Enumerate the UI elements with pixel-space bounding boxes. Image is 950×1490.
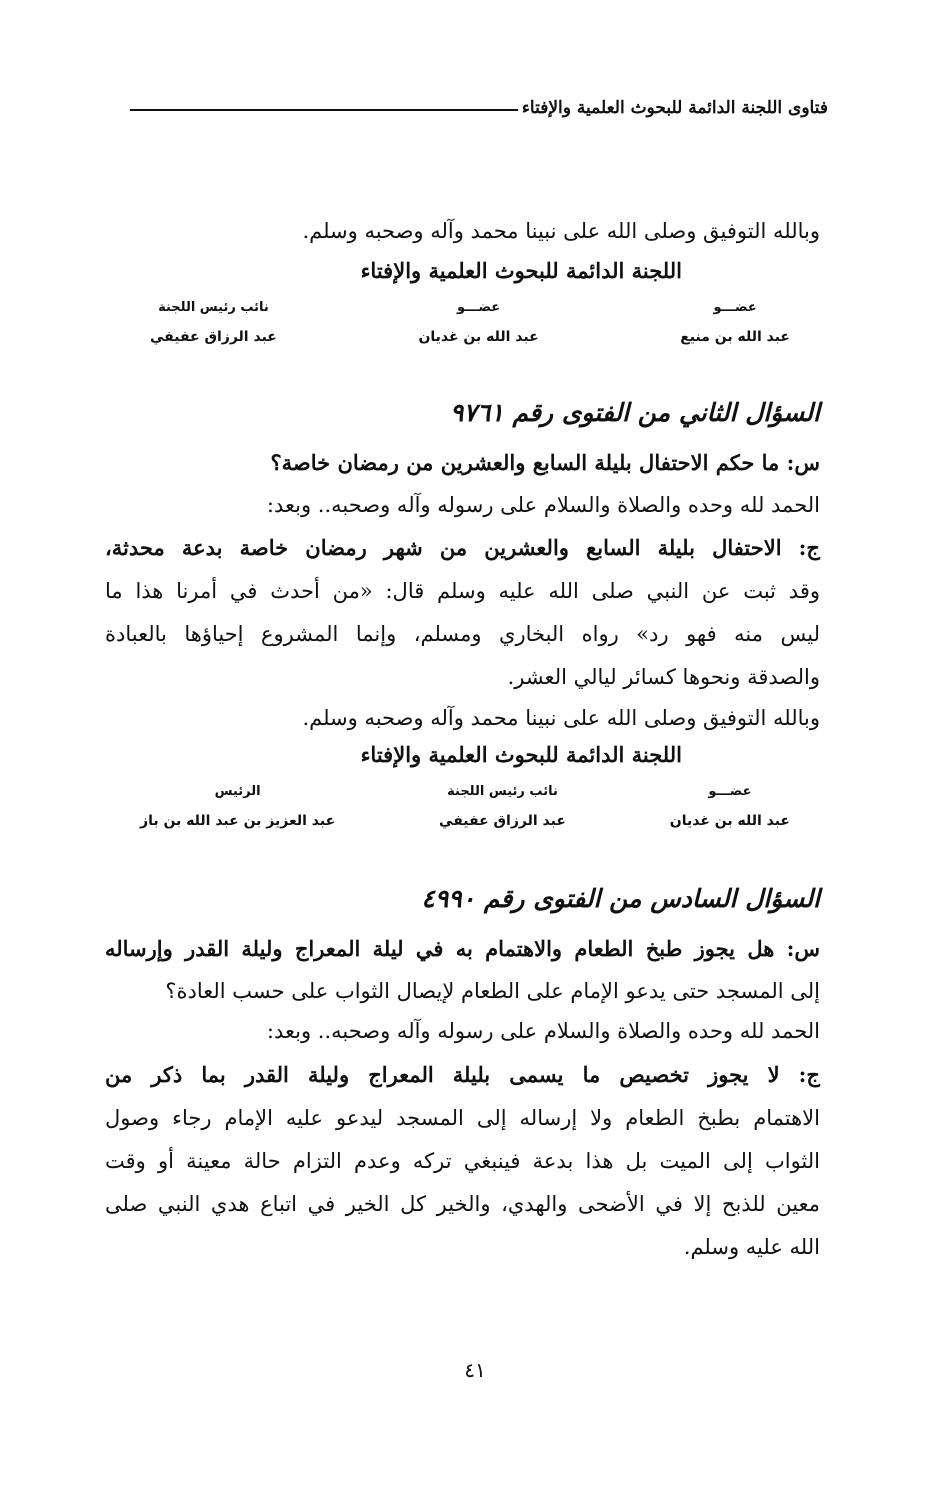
answer-line: الاهتمام بطبخ الطعام ولا إرساله إلى المسجد ليدعو عليه الإمام رجاء وصول bbox=[105, 1106, 820, 1130]
closing-line: وبالله التوفيق وصلى الله على نبينا محمد وآله وصحبه وسلم. bbox=[302, 219, 820, 243]
question-title: السؤال السادس من الفتوى رقم ٤٩٩٠ bbox=[421, 884, 820, 913]
signatory-role: نائب رئيس اللجنة bbox=[447, 784, 558, 799]
question-text: إلى المسجد حتى يدعو الإمام على الطعام لإيصال الثواب على حسب العادة؟ bbox=[165, 979, 820, 1003]
signatory bbox=[150, 300, 277, 345]
answer-line: الثواب إلى الميت بل هذا بدعة فينبغي تركه وعدم التزام حالة معينة أو وقت bbox=[105, 1149, 820, 1173]
question-text: س: هل يجوز طبخ الطعام والاهتمام به في ليلة المعراج وليلة القدر وإرساله bbox=[105, 936, 820, 961]
question-title: السؤال الثاني من الفتوى رقم ٩٧٦١ bbox=[450, 398, 820, 427]
signatory-role: الرئيس bbox=[214, 784, 261, 799]
signatory bbox=[140, 784, 335, 829]
signatures-row bbox=[140, 784, 790, 829]
answer-line: وقد ثبت عن النبي صلى الله عليه وسلم قال: «من أحدث في أمرنا هذا ما bbox=[105, 579, 820, 603]
signatory-role: عضـــو bbox=[456, 300, 501, 315]
running-header bbox=[130, 98, 828, 118]
closing-line: وبالله التوفيق وصلى الله على نبينا محمد وآله وصحبه وسلم. bbox=[302, 706, 820, 730]
committee-name: اللجنة الدائمة للبحوث العلمية والإفتاء bbox=[360, 258, 682, 283]
signatory bbox=[418, 300, 538, 345]
signatory-name: عبد الرزاق عفيفي bbox=[439, 813, 566, 829]
signatory-name: عبد الرزاق عفيفي bbox=[150, 329, 277, 345]
signatory bbox=[670, 784, 790, 829]
signatory-name: عبد العزيز بن عبد الله بن باز bbox=[140, 813, 336, 829]
page-number: ٤١ bbox=[464, 1358, 486, 1382]
header-rule bbox=[130, 109, 518, 111]
signatory-role: عضـــو bbox=[708, 784, 752, 799]
signatory-role: نائب رئيس اللجنة bbox=[158, 300, 269, 315]
signatures-row bbox=[150, 300, 790, 345]
signatory-name: عبد الله بن منيع bbox=[680, 329, 790, 345]
answer-line: والصدقة ونحوها كسائر ليالي العشر. bbox=[507, 665, 820, 689]
praise-line: الحمد لله وحده والصلاة والسلام على رسوله وآله وصحبه.. وبعد: bbox=[266, 1019, 820, 1043]
signatory bbox=[439, 784, 566, 829]
signatory-role: عضـــو bbox=[713, 300, 757, 315]
answer-line: معين للذبح إلا في الأضحى والهدي، والخير كل الخير في اتباع هدي النبي صلى bbox=[105, 1192, 820, 1216]
signatory bbox=[680, 300, 790, 345]
committee-name: اللجنة الدائمة للبحوث العلمية والإفتاء bbox=[360, 742, 682, 767]
answer-line: الله عليه وسلم. bbox=[683, 1235, 820, 1259]
answer-line: ج: لا يجوز تخصيص ما يسمى بليلة المعراج وليلة القدر بما ذكر من bbox=[105, 1062, 820, 1087]
signatory-name: عبد الله بن غديان bbox=[418, 329, 539, 345]
praise-line: الحمد لله وحده والصلاة والسلام على رسوله وآله وصحبه.. وبعد: bbox=[266, 493, 820, 517]
running-header-title: فتاوى اللجنة الدائمة للبحوث العلمية والإفتاء bbox=[521, 98, 828, 118]
answer-line: ليس منه فهو رد» رواه البخاري ومسلم، وإنما المشروع إحياؤها بالعبادة bbox=[105, 622, 820, 646]
question-text: س: ما حكم الاحتفال بليلة السابع والعشرين من رمضان خاصة؟ bbox=[270, 450, 820, 475]
answer-line: ج: الاحتفال بليلة السابع والعشرين من شهر رمضان خاصة بدعة محدثة، bbox=[105, 535, 820, 560]
signatory-name: عبد الله بن غديان bbox=[669, 813, 790, 829]
